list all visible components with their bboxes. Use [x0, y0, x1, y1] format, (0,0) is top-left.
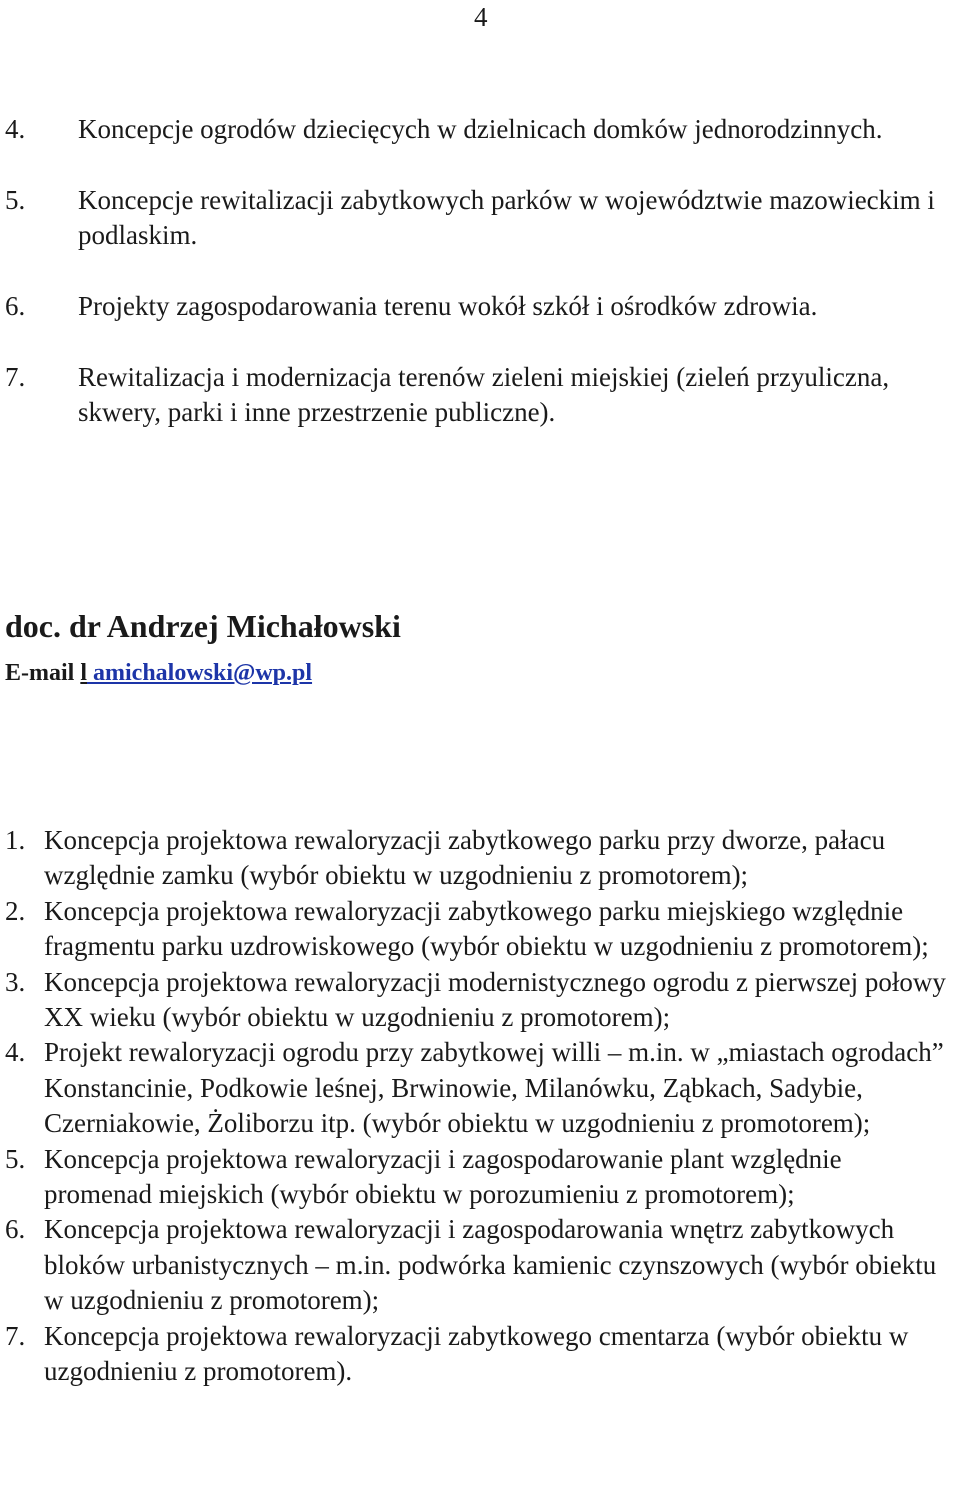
- list-item-number: 7.: [5, 1320, 26, 1351]
- list-item-number: 6.: [5, 1214, 26, 1245]
- list-item-text: Koncepcja projektowa rewaloryzacji zabytkowego parku miejskiego względnie fragmentu parku uzdrowiskowego (wybór obiektu w uzgodnieniu z promotorem);: [44, 895, 929, 962]
- list-item-text: Koncepcja projektowa rewaloryzacji i zagospodarowania wnętrz zabytkowych bloków urbanistycznych – m.in. podwórka kamienic czynszowych (wybór obiektu w uzgodnieniu z promotorem);: [44, 1214, 937, 1316]
- list-item: [5, 1319, 955, 1390]
- list-item: [5, 965, 955, 1036]
- list-item-number: 5.: [5, 1143, 26, 1174]
- list-item: [5, 1142, 955, 1213]
- list-item-number: 5.: [5, 185, 26, 215]
- list-item-text: Projekty zagospodarowania terenu wokół szkół i ośrodków zdrowia.: [78, 291, 818, 321]
- list-item: [5, 289, 945, 324]
- email-label: E-mail: [5, 660, 81, 686]
- list-item-text: Koncepcje ogrodów dziecięcych w dzielnicach domków jednorodzinnych.: [78, 114, 883, 144]
- list-item-text: Koncepcje rewitalizacji zabytkowych parków w województwie mazowieckim i podlaskim.: [78, 185, 935, 250]
- list-item-text: Rewitalizacja i modernizacja terenów zieleni miejskiej (zieleń przyuliczna, skwery, parki i inne przestrzenie publiczne).: [78, 362, 890, 427]
- list-item-text: Koncepcja projektowa rewaloryzacji zabytkowego parku przy dworze, pałacu względnie zamku (wybór obiektu w uzgodnieniu z promotorem);: [44, 825, 886, 891]
- list-item-number: 1.: [5, 825, 26, 855]
- list-item-number: 2.: [5, 895, 26, 926]
- list-item-text: Koncepcja projektowa rewaloryzacji i zagospodarowanie plant względnie promenad miejskich (wybór obiektu w porozumieniu z promotorem);: [44, 1143, 842, 1210]
- email-link[interactable]: amichalowski@wp.pl: [87, 660, 313, 686]
- list-item-text: Projekt rewaloryzacji ogrodu przy zabytkowej willi – m.in. w „miastach ogrodach” Konstancinie, Podkowie leśnej, Brwinowie, Milanówku, Ząbkach, Sadybie, Czerniakowie, Żoliborzu itp. (wybór obiektu w uzgodnieniu z promotorem);: [44, 1037, 944, 1139]
- list-item: [5, 112, 945, 147]
- page-number: 4: [474, 2, 488, 32]
- list-item: [5, 894, 955, 965]
- list-item: [5, 823, 955, 894]
- list-item-number: 7.: [5, 362, 26, 392]
- list-item: [5, 360, 945, 430]
- topic-list-previous: [5, 112, 945, 466]
- email-separator: l: [80, 660, 87, 686]
- list-item-number: 6.: [5, 291, 26, 321]
- list-item-text: Koncepcja projektowa rewaloryzacji modernistycznego ogrodu z pierwszej połowy XX wieku (wybór obiektu w uzgodnieniu z promotorem);: [44, 966, 946, 1033]
- list-item-text: Koncepcja projektowa rewaloryzacji zabytkowego cmentarza (wybór obiektu w uzgodnieniu z promotorem).: [44, 1320, 909, 1387]
- list-item: [5, 1035, 955, 1141]
- list-item: [5, 1212, 955, 1318]
- topic-list-author: [5, 823, 955, 1390]
- list-item-number: 3.: [5, 966, 26, 997]
- email-line: [5, 657, 312, 689]
- list-item-number: 4.: [5, 1037, 26, 1068]
- author-name: doc. dr Andrzej Michałowski: [5, 608, 401, 644]
- list-item-number: 4.: [5, 114, 26, 144]
- list-item: [5, 183, 945, 253]
